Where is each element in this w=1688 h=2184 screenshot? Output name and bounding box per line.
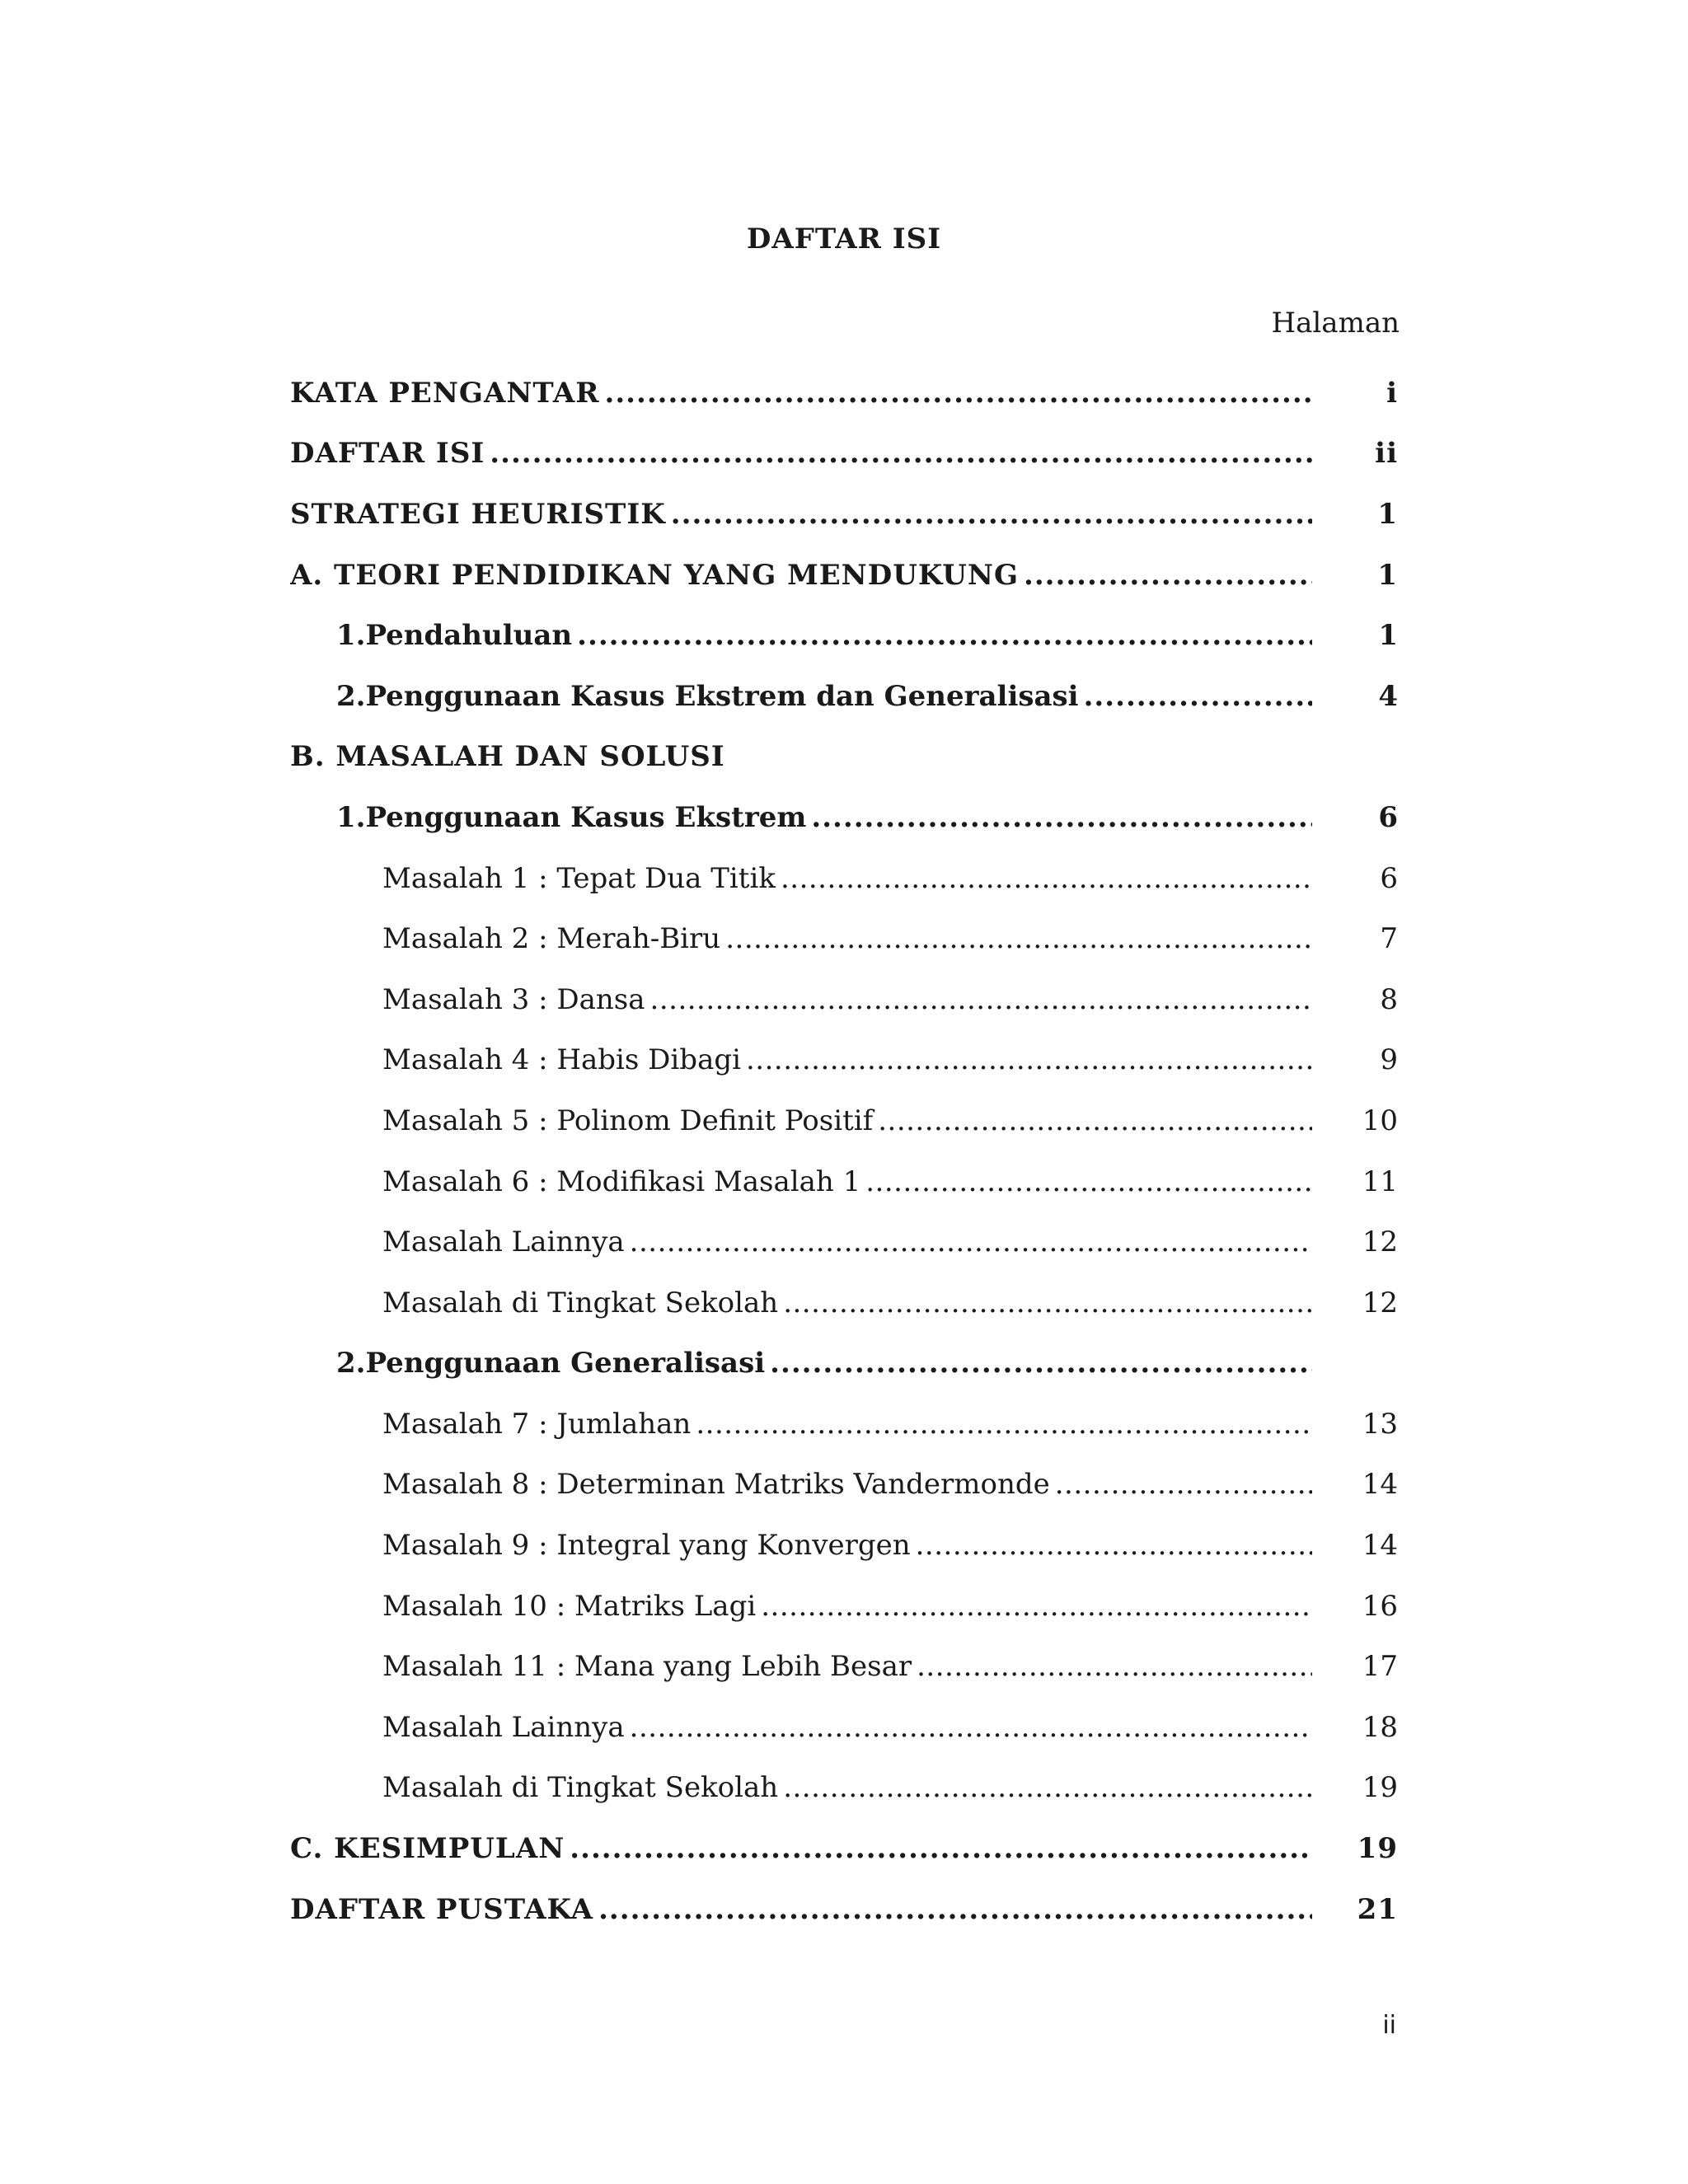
toc-entry-kasus-ekstrem-generalisasi[interactable] [290, 666, 1398, 727]
toc-entry-pendahuluan[interactable] [290, 605, 1398, 666]
toc-entry-label: Masalah di Tingkat Sekolah [382, 1771, 779, 1805]
toc-entry-page: i [1386, 376, 1398, 410]
page-title: DAFTAR ISI [746, 223, 942, 255]
toc-entry-page: 1 [1377, 558, 1398, 592]
toc-entry-page: 17 [1362, 1650, 1398, 1684]
toc-entry-masalah-11[interactable] [290, 1636, 1398, 1697]
toc-entry-label: Penggunaan Kasus Ekstrem [365, 800, 807, 834]
toc-entry-number: 1. [336, 619, 366, 653]
toc-entry-label: Masalah di Tingkat Sekolah [382, 1286, 779, 1319]
toc-entry-page: 1 [1377, 497, 1398, 531]
toc-entry-masalah-7[interactable] [290, 1394, 1398, 1455]
toc-entry-number: 2. [336, 1347, 366, 1380]
dot-leader [878, 1104, 1312, 1137]
toc-entry-masalah-9[interactable] [290, 1515, 1398, 1576]
dot-leader [761, 1590, 1312, 1623]
toc-entry-label: Masalah Lainnya [382, 1710, 625, 1744]
toc-entry-page: 19 [1362, 1771, 1398, 1805]
dot-leader [490, 437, 1312, 470]
toc-entry-page: 4 [1378, 679, 1398, 713]
dot-leader [865, 1165, 1312, 1198]
toc-entry-label: Masalah 5 : Polinom Definit Positif [382, 1104, 874, 1137]
toc-entry-masalah-2[interactable] [290, 908, 1398, 969]
dot-leader [1024, 559, 1312, 592]
toc-entry-masalah-6[interactable] [290, 1151, 1398, 1212]
toc-entry-strategi-heuristik[interactable] [290, 484, 1398, 545]
toc-entry-label: KATA PENGANTAR [290, 376, 600, 410]
toc-entry-label: STRATEGI HEURISTIK [290, 497, 666, 531]
toc-entry-page: 10 [1362, 1104, 1398, 1137]
toc-entry-page: 21 [1357, 1892, 1398, 1926]
toc-entry-teori-pendidikan[interactable] [290, 545, 1398, 606]
page-number: ii [1382, 2011, 1396, 2040]
toc-entry-label: Masalah 11 : Mana yang Lebih Besar [382, 1650, 912, 1684]
toc-entry-masalah-4[interactable] [290, 1030, 1398, 1091]
toc-entry-masalah-lainnya-2[interactable] [290, 1697, 1398, 1758]
dot-leader [1055, 1468, 1312, 1501]
toc-entry-page: 14 [1362, 1529, 1398, 1563]
dot-leader [746, 1043, 1312, 1076]
toc-entry-label: Masalah 3 : Dansa [382, 982, 645, 1016]
dot-leader [781, 862, 1312, 895]
toc-entry-masalah-tingkat-sekolah[interactable] [290, 1272, 1398, 1333]
dot-leader [630, 1226, 1312, 1258]
toc-entry-label: Masalah 9 : Integral yang Konvergen [382, 1529, 911, 1563]
toc-entry-daftar-isi[interactable] [290, 424, 1398, 485]
toc-entry-label: Masalah 2 : Merah-Biru [382, 922, 721, 956]
toc-entry-page: 13 [1362, 1407, 1398, 1441]
toc-entry-masalah-5[interactable] [290, 1090, 1398, 1151]
toc-entry-page: 6 [1378, 800, 1398, 834]
toc-entry-number: 2. [336, 679, 366, 713]
toc-entry-page: 6 [1380, 861, 1398, 895]
halaman-label: Halaman [1271, 307, 1400, 340]
toc-entry-page: 1 [1378, 619, 1398, 653]
toc-entry-masalah-tingkat-sekolah-2[interactable] [290, 1758, 1398, 1819]
toc-entry-page: 16 [1362, 1589, 1398, 1623]
toc-entry-label: Penggunaan Kasus Ekstrem dan Generalisasi [365, 679, 1079, 713]
dot-leader [917, 1650, 1312, 1683]
toc-entry-daftar-pustaka[interactable] [290, 1879, 1398, 1940]
dot-leader [783, 1286, 1312, 1319]
toc-entry-masalah-dan-solusi[interactable] [290, 727, 1398, 788]
toc-entry-label: Masalah 8 : Determinan Matriks Vandermonde [382, 1468, 1050, 1502]
toc-entry-page: 14 [1362, 1468, 1398, 1502]
toc-entry-page: 19 [1357, 1832, 1398, 1866]
toc-entry-masalah-8[interactable] [290, 1455, 1398, 1516]
table-of-contents [290, 363, 1398, 1939]
toc-entry-label: Pendahuluan [365, 619, 573, 653]
toc-entry-kata-pengantar[interactable] [290, 363, 1398, 424]
toc-entry-label: DAFTAR PUSTAKA [290, 1892, 594, 1926]
toc-entry-masalah-3[interactable] [290, 969, 1398, 1030]
toc-entry-label: Masalah 1 : Tepat Dua Titik [382, 861, 776, 895]
dot-leader [916, 1529, 1312, 1562]
dot-leader [650, 983, 1312, 1016]
toc-entry-page: 12 [1362, 1286, 1398, 1319]
toc-entry-page: 12 [1362, 1226, 1398, 1259]
dot-leader [725, 922, 1312, 955]
toc-entry-penggunaan-kasus-ekstrem[interactable] [290, 787, 1398, 848]
dot-leader [598, 1893, 1312, 1926]
toc-entry-label: Masalah 10 : Matriks Lagi [382, 1589, 757, 1623]
toc-entry-label: B. MASALAH DAN SOLUSI [290, 740, 725, 774]
toc-entry-label: C. KESIMPULAN [290, 1832, 565, 1866]
toc-entry-page: 9 [1380, 1043, 1398, 1077]
toc-entry-kesimpulan[interactable] [290, 1818, 1398, 1879]
toc-entry-label: DAFTAR ISI [290, 437, 485, 471]
dot-leader [696, 1408, 1312, 1441]
dot-leader [570, 1832, 1312, 1865]
dot-leader [671, 498, 1312, 531]
toc-entry-label: Masalah 4 : Habis Dibagi [382, 1043, 741, 1077]
toc-entry-label: Masalah Lainnya [382, 1226, 625, 1259]
toc-entry-masalah-10[interactable] [290, 1576, 1398, 1637]
dot-leader [604, 377, 1312, 410]
toc-entry-page: 8 [1380, 982, 1398, 1016]
toc-entry-page: 11 [1362, 1165, 1398, 1198]
toc-entry-penggunaan-generalisasi[interactable] [290, 1333, 1398, 1394]
toc-entry-label: Masalah 6 : Modifikasi Masalah 1 [382, 1165, 861, 1198]
toc-entry-page: ii [1375, 437, 1398, 471]
toc-entry-number: 1. [336, 800, 366, 834]
toc-entry-masalah-lainnya[interactable] [290, 1212, 1398, 1272]
dot-leader [1084, 680, 1312, 713]
dot-leader [630, 1711, 1312, 1744]
toc-entry-page: 7 [1380, 922, 1398, 956]
dot-leader [783, 1771, 1312, 1804]
dot-leader [577, 619, 1312, 652]
toc-entry-masalah-1[interactable] [290, 848, 1398, 909]
toc-entry-page: 18 [1362, 1710, 1398, 1744]
toc-entry-label: Penggunaan Generalisasi [365, 1347, 766, 1380]
dot-leader [811, 801, 1312, 834]
dot-leader [770, 1347, 1312, 1380]
toc-entry-label: Masalah 7 : Jumlahan [382, 1407, 692, 1441]
toc-entry-label: A. TEORI PENDIDIKAN YANG MENDUKUNG [290, 558, 1019, 592]
